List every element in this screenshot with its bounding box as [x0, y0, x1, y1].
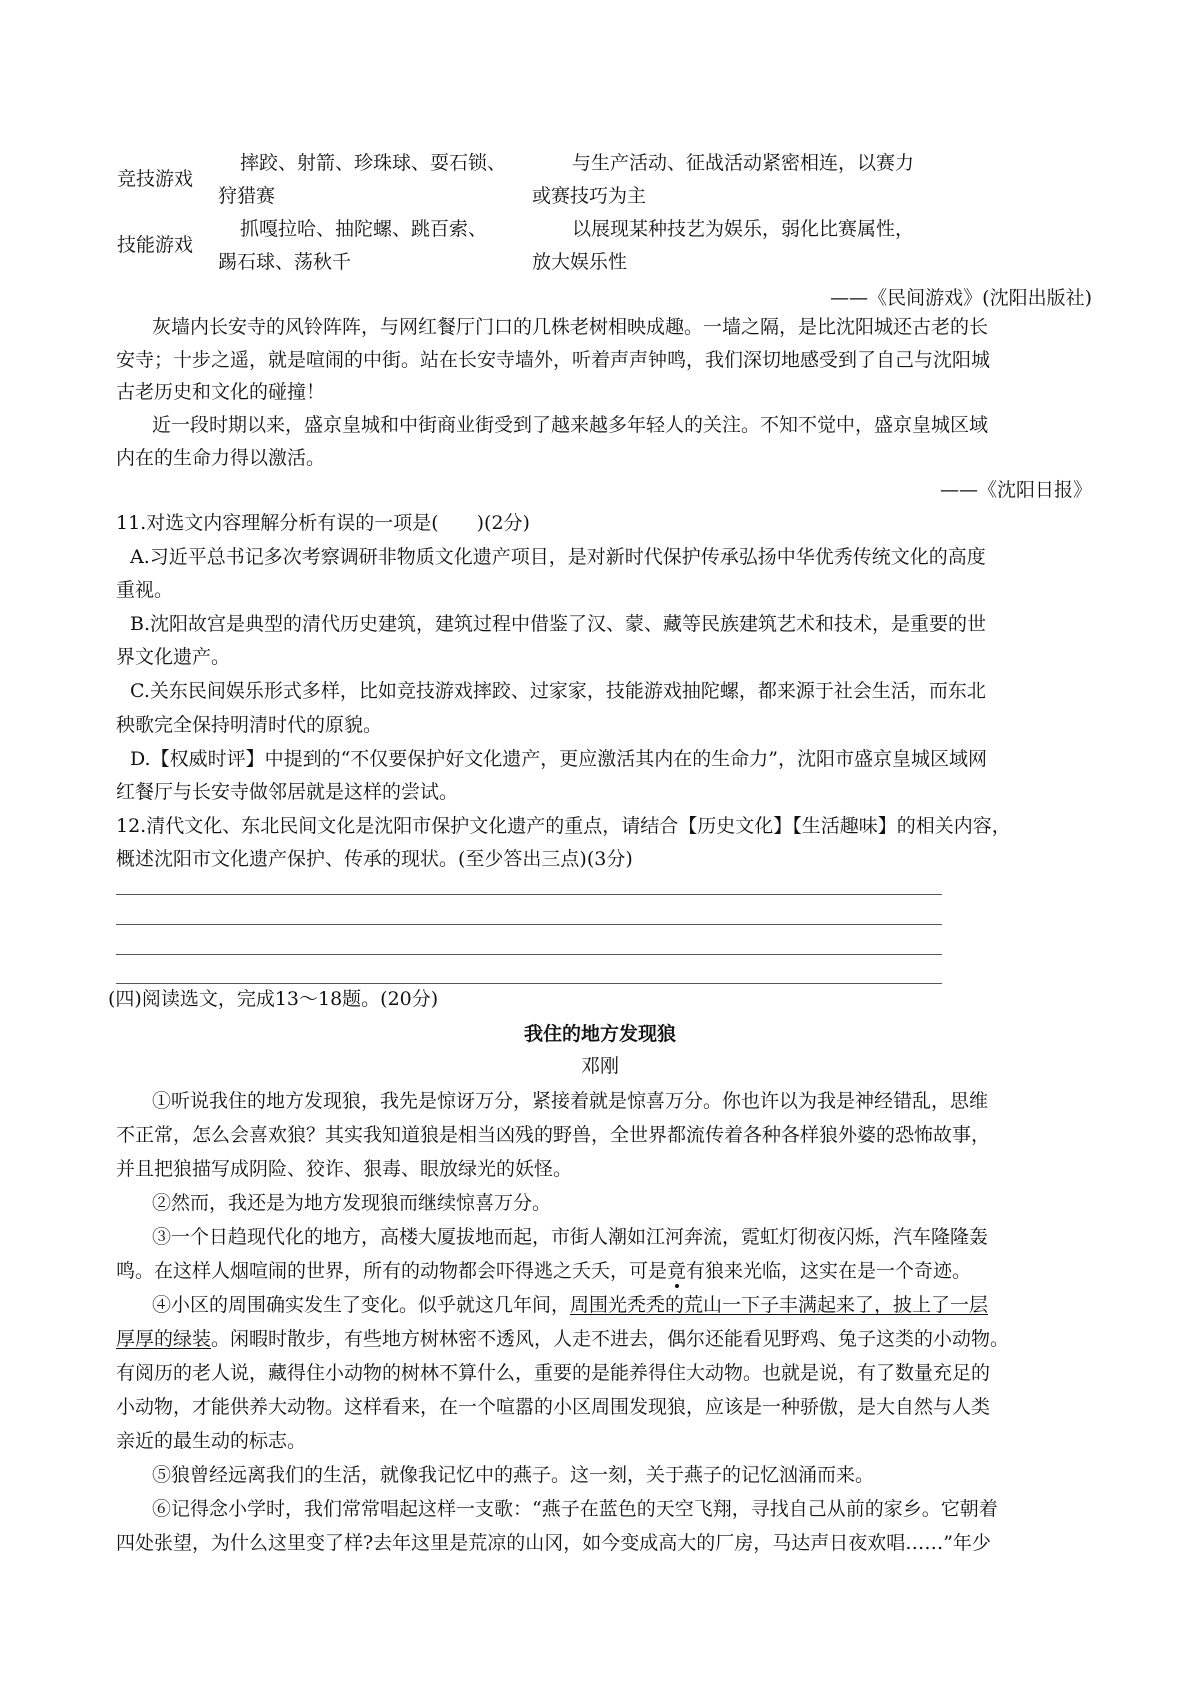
game-type-skill: 技能游戏 — [117, 234, 194, 256]
para4-line3: 有阅历的老人说，藏得住小动物的树林不算什么，重要的是能养得住大动物。也就是说，有了数量充足的 — [116, 1362, 991, 1384]
para6-line2: 四处张望，为什么这里变了样?去年这里是荒凉的山冈，如今变成高大的厂房，马达声日夜欢唱……”年少 — [116, 1532, 991, 1554]
passage-p1-line1: 灰墙内长安寺的风铃阵阵，与网红餐厅门口的几株老树相映成趣。一墙之隔，是比沈阳城还古老的长 — [152, 316, 989, 338]
emphasis-dot-char: 竟 — [667, 1260, 687, 1282]
para5: ⑤狼曾经远离我们的生活，就像我记忆中的燕子。这一刻，关于燕子的记忆汹涌而来。 — [152, 1464, 875, 1486]
answer-line-4[interactable] — [116, 983, 942, 984]
q11-option-b-line2: 界文化遗产。 — [116, 646, 231, 668]
answer-line-3[interactable] — [116, 954, 942, 955]
game-examples-skill-1: 抓嘎拉哈、抽陀螺、跳百索、 — [240, 218, 488, 240]
q11-option-c-line2: 秧歌完全保持明清时代的原貌。 — [116, 714, 383, 736]
para3-line2 — [116, 1257, 971, 1285]
game-type-competitive: 竞技游戏 — [117, 168, 194, 190]
para6-line1: ⑥记得念小学时，我们常常唱起这样一支歌：“燕子在蓝色的天空飞翔，寻找自己从前的家乡。它朝着 — [152, 1498, 998, 1520]
q11-option-d-line2: 红餐厅与长安寺做邻居就是这样的尝试。 — [116, 781, 459, 803]
article-title: 我住的地方发现狼 — [523, 1023, 676, 1045]
para4-underlined-2: 厚厚的绿装 — [116, 1328, 212, 1350]
q12-line1: 12.清代文化、东北民间文化是沈阳市保护文化遗产的重点，请结合【历史文化】【生活趣味】的相关内容， — [116, 815, 1011, 837]
table-source: ——《民间游戏》(沈阳出版社) — [830, 287, 1092, 309]
para4-line5: 亲近的最生动的标志。 — [116, 1430, 307, 1452]
para4-line2 — [116, 1325, 1009, 1353]
passage-p2-line1: 近一段时期以来，盛京皇城和中街商业街受到了越来越多年轻人的关注。不知不觉中，盛京皇城区域 — [152, 414, 989, 436]
para4-line4: 小动物，才能供养大动物。这样看来，在一个喧嚣的小区周围发现狼，应该是一种骄傲，是大自然与人类 — [116, 1396, 991, 1418]
para4-line1 — [152, 1291, 988, 1319]
q11-option-c-line1: C.关东民间娱乐形式多样，比如竞技游戏摔跤、过家家，技能游戏抽陀螺，都来源于社会生活，而东北 — [130, 680, 986, 702]
section4-heading: (四)阅读选文，完成13～18题。(20分) — [108, 988, 439, 1010]
passage-p2-line2: 内在的生命力得以激活。 — [116, 447, 326, 469]
game-desc-competitive-1: 与生产活动、征战活动紧密相连，以赛力 — [572, 152, 915, 174]
game-examples-skill-2: 踢石球、荡秋千 — [218, 251, 352, 273]
game-desc-competitive-2: 或赛技巧为主 — [532, 185, 647, 207]
para3-line2-post: 有狼来光临，这实在是一个奇迹。 — [686, 1260, 972, 1282]
para4-line2-post: 。闲暇时散步，有些地方树林密不透风，人走不进去，偶尔还能看见野鸡、兔子这类的小动物。 — [211, 1328, 1010, 1350]
game-examples-competitive-1: 摔跤、射箭、珍珠球、耍石锁、 — [240, 152, 507, 174]
para3-line1: ③一个日趋现代化的地方，高楼大厦拔地而起，市街人潮如江河奔流，霓虹灯彻夜闪烁，汽车隆隆轰 — [152, 1226, 989, 1248]
game-desc-skill-2: 放大娱乐性 — [532, 251, 628, 273]
game-examples-competitive-2: 狩猎赛 — [218, 185, 276, 207]
article-author: 邓刚 — [580, 1055, 619, 1077]
q11-option-a-line2: 重视。 — [116, 579, 174, 601]
para1-line3: 并且把狼描写成阴险、狡诈、狠毒、眼放绿光的妖怪。 — [116, 1158, 573, 1180]
game-desc-skill-1: 以展现某种技艺为娱乐，弱化比赛属性， — [572, 218, 915, 240]
passage-source: ——《沈阳日报》 — [939, 479, 1092, 501]
para3-line2-pre: 鸣。在这样人烟喧闹的世界，所有的动物都会吓得逃之夭夭，可是 — [116, 1260, 668, 1282]
q11-option-d-line1: D.【权威时评】中提到的“不仅要保护好文化遗产，更应激活其内在的生命力”，沈阳市盛京皇城区域网 — [130, 748, 988, 770]
para1-line2: 不正常，怎么会喜欢狼？其实我知道狼是相当凶残的野兽，全世界都流传着各种各样狼外婆的恐怖故事， — [116, 1124, 991, 1146]
para4-underlined-1: 周围光秃秃的荒山一下子丰满起来了，披上了一层 — [570, 1294, 989, 1316]
passage-p1-line3: 古老历史和文化的碰撞！ — [116, 381, 326, 403]
para4-line1-pre: ④小区的周围确实发生了变化。似乎就这几年间， — [152, 1294, 571, 1316]
q11-option-b-line1: B.沈阳故宫是典型的清代历史建筑，建筑过程中借鉴了汉、蒙、藏等民族建筑艺术和技术，是重要的世 — [130, 613, 987, 635]
answer-line-1[interactable] — [116, 894, 942, 895]
q12-line2: 概述沈阳市文化遗产保护、传承的现状。(至少答出三点)(3分) — [116, 848, 633, 870]
para2: ②然而，我还是为地方发现狼而继续惊喜万分。 — [152, 1192, 552, 1214]
para1-line1: ①听说我住的地方发现狼，我先是惊讶万分，紧接着就是惊喜万分。你也许以为我是神经错乱，思维 — [152, 1090, 989, 1112]
q11-stem: 11.对选文内容理解分析有误的一项是( )(2分) — [116, 512, 530, 534]
q11-option-a-line1: A.习近平总书记多次考察调研非物质文化遗产项目，是对新时代保护传承弘扬中华优秀传统文化的高度 — [130, 546, 986, 568]
passage-p1-line2: 安寺；十步之遥，就是喧闹的中街。站在长安寺墙外，听着声声钟鸣，我们深切地感受到了自己与沈阳城 — [116, 349, 991, 371]
answer-line-2[interactable] — [116, 924, 942, 925]
